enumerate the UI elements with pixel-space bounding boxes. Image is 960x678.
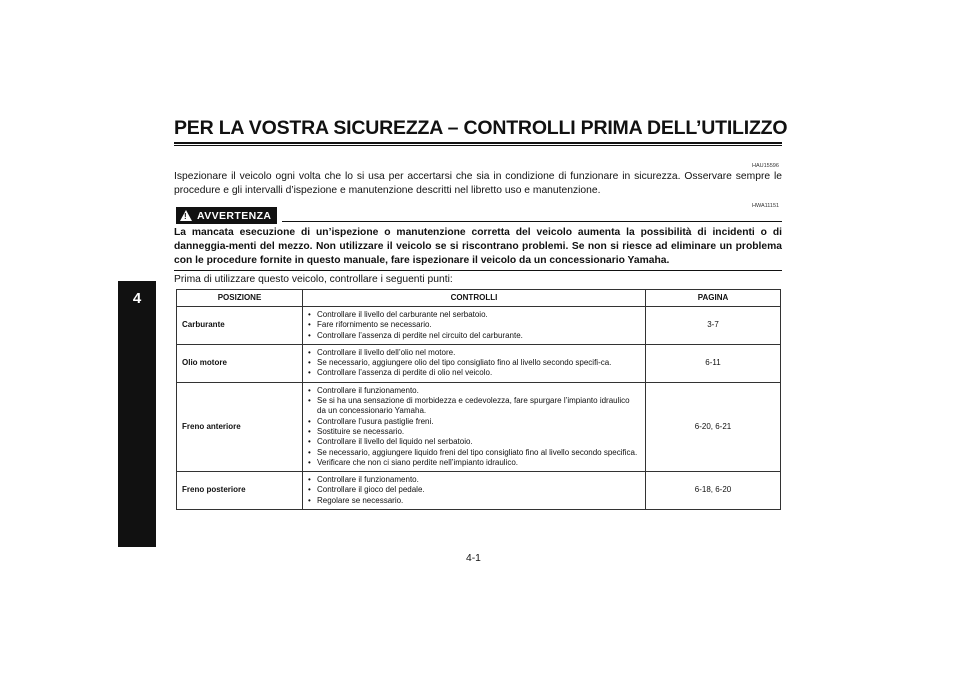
check-item: • Controllare l’usura pastiglie freni. bbox=[308, 417, 640, 427]
chapter-tab bbox=[118, 281, 156, 547]
warning-badge bbox=[176, 207, 277, 224]
warning-bottom-rule bbox=[174, 270, 782, 271]
check-item: • Sostituire se necessario. bbox=[308, 427, 640, 437]
header-position: POSIZIONE bbox=[177, 290, 303, 307]
table-header-row bbox=[177, 290, 781, 307]
row-page: 6-18, 6-20 bbox=[646, 472, 781, 510]
intro-reference-code: HAU15596 bbox=[752, 163, 779, 169]
check-item: • Controllare il livello dell’olio nel motore. bbox=[308, 348, 640, 358]
check-item: • Controllare il livello del carburante nel serbatoio. bbox=[308, 310, 640, 320]
table-lead-text: Prima di utilizzare questo veicolo, controllare i seguenti punti: bbox=[174, 274, 453, 285]
header-page: PAGINA bbox=[646, 290, 781, 307]
row-checks bbox=[303, 344, 646, 382]
warning-triangle-icon: ! bbox=[180, 210, 192, 221]
page-number: 4-1 bbox=[466, 553, 481, 564]
row-page: 6-11 bbox=[646, 344, 781, 382]
check-item: • Se necessario, aggiungere olio del tipo consigliato fino al livello secondo specifi-ca. bbox=[308, 358, 640, 368]
check-item: • Controllare il gioco del pedale. bbox=[308, 485, 640, 495]
intro-paragraph: Ispezionare il veicolo ogni volta che lo si usa per accertarsi che sia in condizione di funzionare in sicurezza. Osservare sempre le procedure e gli intervalli d’ispezione e manutenzione descritti nel libretto uso e manutenzione. bbox=[174, 171, 782, 196]
check-item: • Se si ha una sensazione di morbidezza e cedevolezza, fare spurgare l’impianto idraulico da un concessionario Yamaha. bbox=[308, 396, 640, 417]
row-page: 6-20, 6-21 bbox=[646, 382, 781, 471]
check-item: • Controllare il funzionamento. bbox=[308, 475, 640, 485]
table-row bbox=[177, 382, 781, 471]
warning-text: La mancata esecuzione di un’ispezione o manutenzione corretta del veicolo aumenta la possibilità di incidenti o di danneggia-menti del mezzo. Non utilizzare il veicolo se si riscontrano problemi. Se non si riesce ad eliminare un problema con le procedure fornite in questo manuale, fare ispezionare il veicolo da un concessionario Yamaha. bbox=[174, 227, 782, 266]
row-position: Carburante bbox=[177, 307, 303, 345]
check-item: • Verificare che non ci siano perdite nell’impianto idraulico. bbox=[308, 458, 640, 468]
table-row bbox=[177, 472, 781, 510]
pre-ride-checks-table bbox=[176, 289, 781, 510]
row-page: 3-7 bbox=[646, 307, 781, 345]
row-position: Freno posteriore bbox=[177, 472, 303, 510]
warning-label: AVVERTENZA bbox=[197, 209, 272, 222]
title-rule-thin bbox=[174, 145, 782, 146]
title-rule bbox=[174, 142, 782, 144]
row-position: Freno anteriore bbox=[177, 382, 303, 471]
page-title: PER LA VOSTRA SICUREZZA – CONTROLLI PRIMA DELL’UTILIZZO bbox=[174, 117, 788, 139]
chapter-tab-number: 4 bbox=[132, 290, 142, 307]
check-item: • Controllare il livello del liquido nel serbatoio. bbox=[308, 437, 640, 447]
check-item: • Controllare l’assenza di perdite nel circuito del carburante. bbox=[308, 331, 640, 341]
row-position: Olio motore bbox=[177, 344, 303, 382]
row-checks bbox=[303, 382, 646, 471]
check-item: • Fare rifornimento se necessario. bbox=[308, 320, 640, 330]
row-checks bbox=[303, 307, 646, 345]
warning-rule bbox=[282, 221, 782, 222]
table-row bbox=[177, 344, 781, 382]
check-item: • Controllare il funzionamento. bbox=[308, 386, 640, 396]
table-row bbox=[177, 307, 781, 345]
check-item: • Controllare l’assenza di perdite di olio nel veicolo. bbox=[308, 368, 640, 378]
row-checks bbox=[303, 472, 646, 510]
warning-reference-code: HWA11151 bbox=[752, 203, 780, 209]
header-checks: CONTROLLI bbox=[303, 290, 646, 307]
check-item: • Regolare se necessario. bbox=[308, 496, 640, 506]
check-item: • Se necessario, aggiungere liquido freni del tipo consigliato fino al livello secondo specifica. bbox=[308, 448, 640, 458]
